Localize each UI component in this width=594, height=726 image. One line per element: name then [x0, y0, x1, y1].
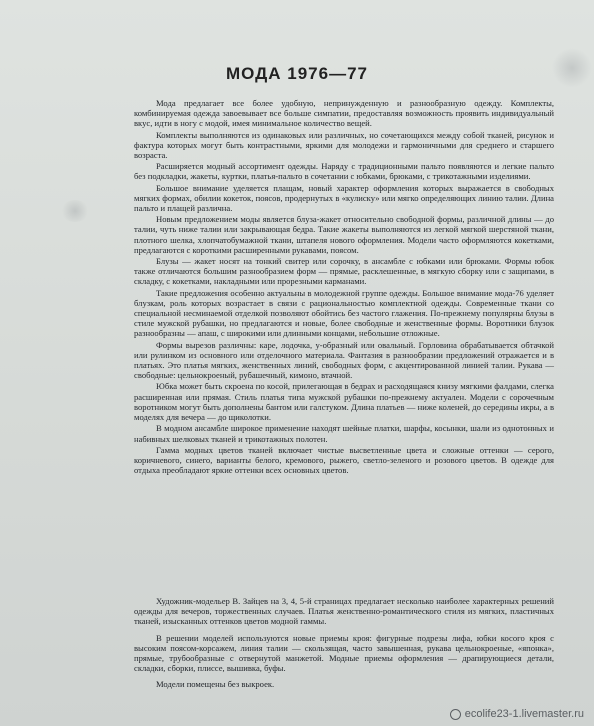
watermark-text: ecolife23-1.livemaster.ru: [464, 708, 584, 720]
credits-paragraph: Художник-модельер В. Зайцев на 3, 4, 5-й страницах предлагает несколько наиболее характерных решений одежды для вечеров, торжественных случаев. Платья женственно-романтического стиля из мягких, пластичных тканей, изысканных оттенков цветов модной гаммы.: [134, 596, 554, 627]
paragraph: Формы вырезов различны: каре, лодочка, у-образный или овальный. Горловина обрабатывается обтачкой или рулинком из основного или отделочного материала. Фантазия в разнообразии предложений отражается и в платьях. Это платья мягких, женственных линий, свободных форм, с акцентированной линией талии. Рукава — свободные: цельнокроеный, рубашечный, кимоно, втачной.: [134, 339, 554, 381]
paragraph: Расширяется модный ассортимент одежды. Наряду с традиционными пальто появляются и легкие пальто без подкладки, жакеты, куртки, платья-пальто в сочетании с юбками, брюками, с трикотажными изделиями.: [134, 161, 554, 182]
watermark: [450, 708, 584, 720]
credits-section: [134, 596, 554, 696]
page-title: МОДА 1976—77: [226, 64, 368, 83]
paper-stain: [60, 200, 90, 222]
paragraph: В модном ансамбле широкое применение находят шейные платки, шарфы, косынки, шали из однотонных и набивных шелковых тканей и трикотажных полотен.: [134, 423, 554, 444]
paragraph: Блузы — жакет носят на тонкий свитер или сорочку, в ансамбле с юбками или брюками. Формы юбок также отличаются большим разнообразием форм — прямые, расклешенные, в мягкую сборку или с защипами, в складку, с кокетками, накладными или прорезными карманами.: [134, 256, 554, 287]
paragraph: Такие предложения особенно актуальны в молодежной группе одежды. Большое внимание мода-76 уделяет блузкам, роль которых возрастает в связи с рациональностью комплектной одежды. Современные ткани со специальной несминаемой отделкой позволяют обойтись без частого глажения. По-прежнему популярны блузы в стиле мужской рубашки, но предлагаются и новые, более свободные и женственные формы. Воротники блузок разнообразны — апаш, с широкими или длинными концами, небольшие отложные.: [134, 287, 554, 339]
paragraph: Гамма модных цветов тканей включает чистые высветленные цвета и сложные оттенки — серого, коричневого, синего, варианты белого, кремового, рыжего, светло-зеленого и розового цветов. В одежде для отдыха преобладают яркие оттенки всех основных цветов.: [134, 444, 554, 476]
article-body: [134, 98, 554, 476]
paragraph: Юбка может быть скроена по косой, прилегающая в бедрах и расходящаяся книзу мягкими фалдами, слегка расширенная или прямая. Стиль платья типа мужской рубашки по-прежнему актуален. Модели с сорочечным воротником могут быть дополнены бантом или галстуком. Длина платьев — ниже коленей, до середины икры, а в моделях для вечера — до щиколотки.: [134, 381, 554, 423]
paragraph: Большое внимание уделяется плащам, новый характер оформления которых выражается в свободных мягких формах, обилии кокеток, поясов, продернутых в «кулиску» или мягко определяющих линию талии. Длина пальто и плащей различна.: [134, 182, 554, 214]
watermark-logo-icon: [450, 709, 461, 720]
credits-paragraph: Модели помещены без выкроек.: [156, 679, 275, 690]
paragraph: Новым предложением моды является блуза-жакет относительно свободной формы, различной длины — до талии, чуть ниже талии или закрывающая бедра. Такие жакеты выполняются из легкой мягкой шерстяной ткани, плотного шелка, хлопчатобумажной ткани, штапеля нового оформления. Модели часто оформляются кокетками, предлагаются с короткими расширенными рукавами, поясом.: [134, 214, 554, 255]
paragraph: Комплекты выполняются из одинаковых или различных, но сочетающихся между собой тканей, рисунок и фактура которых могут быть контрастными, яркими для молодежи и гармоничными для среднего и старшего возраста.: [134, 129, 554, 161]
credits-paragraph: В решении моделей используются новые приемы кроя: фигурные подрезы лифа, юбки косого кроя с высоким поясом-корсажем, линия талии — скользящая, часто завышенная, рукава цельнокроеные, «японка», прямые, трубообразные с отвернутой манжетой. Модные приемы оформления — драпирующиеся детали, складки, сборки, плиссе, вышивка, буфы.: [134, 632, 554, 674]
paragraph: Мода предлагает все более удобную, непринужденную и разнообразную одежду. Комплекты, комбинируемая одежда завоевывает все больше симпатии, предоставляя возможность проявить индивидуальный вкус, идти в ногу с модой, имея минимальное количество вещей.: [134, 98, 554, 129]
